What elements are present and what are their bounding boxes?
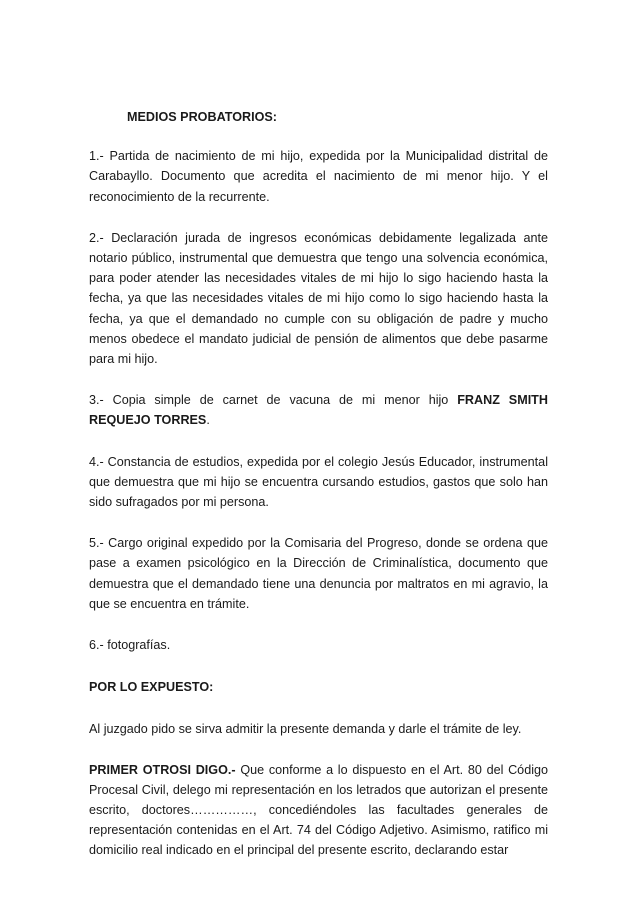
section-heading-medios-probatorios: MEDIOS PROBATORIOS:: [127, 110, 277, 124]
primer-otrosi-paragraph: [89, 760, 548, 861]
evidence-item-5: 5.- Cargo original expedido por la Comisaria del Progreso, donde se ordena que pase a examen psicológico en la Dirección de Criminalística, documento que demuestra que el demandado tiene una denuncia por maltratos en mi agravio, la que se encuentra en trámite.: [89, 536, 548, 611]
child-name: FRANZ SMITH REQUEJO TORRES: [89, 393, 548, 428]
spacer: [89, 740, 548, 760]
evidence-item-2: 2.- Declaración jurada de ingresos económicas debidamente legalizada ante notario público, instrumental que demuestra que tengo una solvencia económica, para poder atender las necesidades vitales de mi hijo lo sigo haciendo hasta la fecha, ya que las necesidades vitales de mi hijo como lo sigo haciendo hasta la fecha, ya que el demandado no cumple con su obligación de padre y mucho menos obedece el mandato judicial de pensión de alimentos que debe pasarme para mi hijo.: [89, 230, 548, 367]
evidence-item-4: 4.- Constancia de estudios, expedida por el colegio Jesús Educador, instrumental que demuestra que mi hijo se encuentra cursando estudios, gastos que solo han sido sufragados por mi persona.: [89, 454, 548, 510]
spacer: [89, 431, 548, 452]
section-heading-por-lo-expuesto: POR LO EXPUESTO:: [89, 680, 214, 695]
primer-otrosi-label: PRIMER OTROSI DIGO.-: [89, 762, 236, 777]
spacer: [89, 655, 548, 677]
request-paragraph: Al juzgado pido se sirva admitir la presente demanda y darle el trámite de ley.: [89, 722, 522, 737]
evidence-item-3: [89, 390, 548, 430]
spacer: [89, 207, 548, 228]
spacer: [89, 697, 548, 719]
primer-otrosi-text: Que conforme a lo dispuesto en el Art. 80 del Código Procesal Civil, delego mi representación en los letrados que autorizan el presente escrito, doctores……………, concediéndoles las facultades generales de representación contenidas en el Art. 74 del Código Adjetivo. Asimismo, ratifico mi domicilio real indicado en el principal del presente escrito, declarando estar: [89, 762, 549, 858]
spacer: [89, 369, 548, 390]
evidence-item-1: 1.- Partida de nacimiento de mi hijo, expedida por la Municipalidad distrital de Carabayllo. Documento que acredita el nacimiento de mi menor hijo. Y el reconocimiento de la recurrente.: [89, 149, 548, 204]
evidence-item-6: 6.- fotografías.: [89, 638, 171, 653]
evidence-item-3-text: 3.- Copia simple de carnet de vacuna de mi menor hijo: [89, 393, 458, 408]
evidence-item-3-end: .: [206, 413, 210, 428]
document-body: [89, 107, 548, 861]
spacer: [89, 127, 548, 146]
spacer: [89, 512, 548, 533]
spacer: [89, 614, 548, 635]
